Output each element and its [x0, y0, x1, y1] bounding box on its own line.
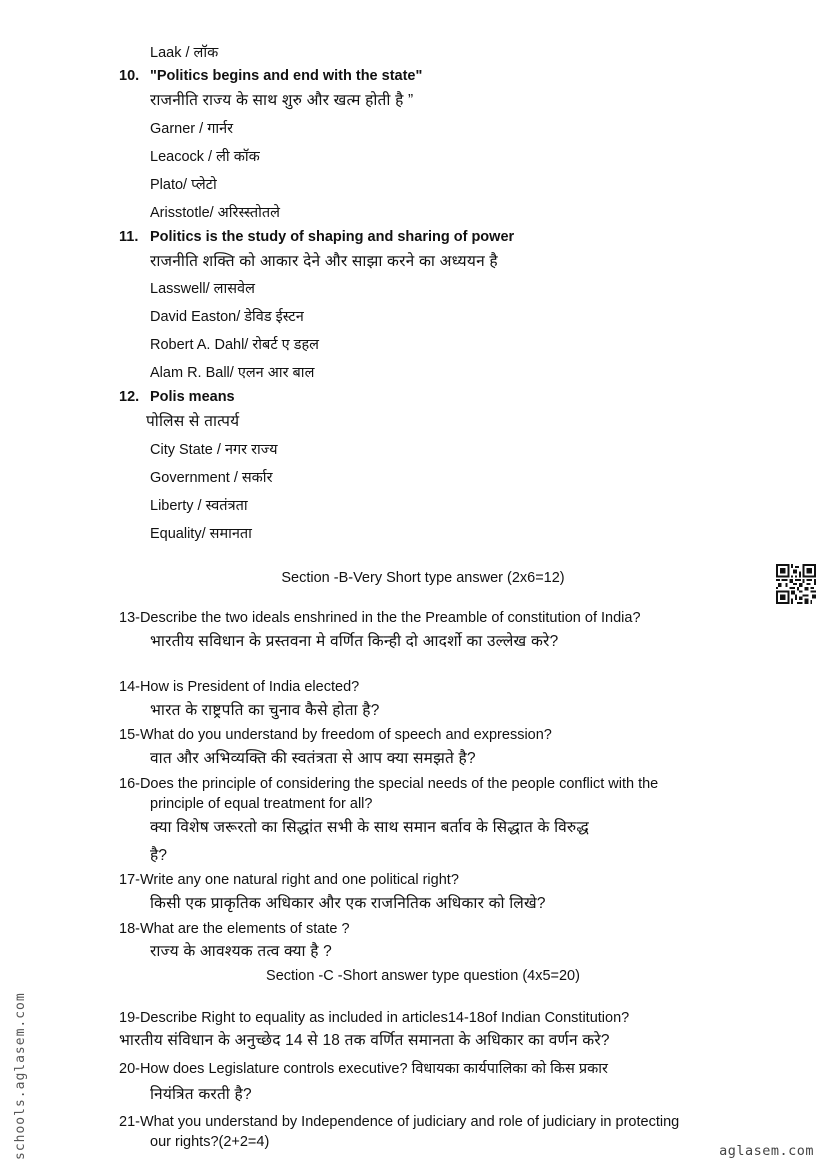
q12-option-b: Government / सर्कार: [150, 470, 273, 486]
q10-option-c: Plato/ प्लेटो: [150, 177, 217, 193]
q12-option-c: Liberty / स्वतंत्रता: [150, 498, 248, 514]
q11-hindi: राजनीति शक्ति को आकार देने और साझा करने का अध्ययन है: [150, 253, 498, 270]
q13-hindi: भारतीय सविधान के प्रस्तवना मे वर्णित किन्ही दो आदर्शो का उल्लेख करे?: [150, 633, 559, 650]
q18-question: 18-What are the elements of state ?: [119, 921, 350, 937]
watermark-vertical: schools.aglasem.com: [13, 992, 28, 1160]
q10-number: 10.: [119, 68, 140, 84]
section-c-heading: Section -C -Short answer type question (4x5=20): [266, 968, 580, 984]
q18-hindi: राज्य के आवश्यक तत्व क्या है ?: [150, 943, 333, 960]
q19-hindi: भारतीय संविधान के अनुच्छेद 14 से 18 तक वर्णित समानता के अधिकार का वर्णन करे?: [119, 1032, 610, 1049]
q10-option-a: Garner / गार्नर: [150, 121, 234, 137]
q10-hindi: राजनीति राज्य के साथ शुरु और खत्म होती है ”: [150, 92, 414, 109]
q11-option-d: Alam R. Ball/ एलन आर बाल: [150, 365, 315, 381]
q20-hindi: नियंत्रित करती है?: [150, 1086, 252, 1103]
q12-number: 12.: [119, 389, 140, 405]
q15-question: 15-What do you understand by freedom of speech and expression?: [119, 727, 552, 743]
q17-hindi: किसी एक प्राकृतिक अधिकार और एक राजनितिक अधिकार को लिखे?: [150, 895, 546, 912]
q16-question-line2: principle of equal treatment for all?: [150, 796, 373, 812]
q14-hindi: भारत के राष्ट्रपति का चुनाव कैसे होता है?: [150, 702, 380, 719]
q12-option-d: Equality/ समानता: [150, 526, 252, 542]
qr-code-icon: [776, 564, 816, 604]
q10-option-d: Arisstotle/ अरिस्स्तोतले: [150, 205, 280, 221]
q12-option-a: City State / नगर राज्य: [150, 442, 278, 458]
q21-question-line2: our rights?(2+2=4): [150, 1134, 270, 1150]
q10-question: "Politics begins and end with the state": [150, 68, 423, 84]
watermark-bottom-right: aglasem.com: [719, 1143, 814, 1159]
q11-number: 11.: [119, 229, 139, 245]
q9-option-d: Laak / लॉक: [150, 45, 219, 61]
q16-question-line1: 16-Does the principle of considering the special needs of the people conflict with the: [119, 776, 659, 792]
q12-question: Polis means: [150, 389, 235, 405]
q13-question: 13-Describe the two ideals enshrined in the the Preamble of constitution of India?: [119, 610, 641, 626]
q19-question: 19-Describe Right to equality as included in articles14-18of Indian Constitution?: [119, 1010, 630, 1026]
q11-option-b: David Easton/ डेविड ईस्टन: [150, 309, 304, 325]
q17-question: 17-Write any one natural right and one political right?: [119, 872, 459, 888]
q11-option-a: Lasswell/ लासवेल: [150, 281, 255, 297]
section-b-heading: Section -B-Very Short type answer (2x6=12): [281, 570, 565, 586]
q14-question: 14-How is President of India elected?: [119, 679, 360, 695]
q11-question: Politics is the study of shaping and sharing of power: [150, 229, 515, 245]
q12-hindi: पोलिस से तात्पर्य: [146, 413, 240, 430]
q16-hindi-line2: है?: [150, 847, 168, 864]
q15-hindi: वात और अभिव्यक्ति की स्वतंत्रता से आप क्या समझते है?: [150, 750, 476, 767]
q21-question-line1: 21-What you understand by Independence of judiciary and role of judiciary in protecting: [119, 1114, 680, 1130]
q20-question: 20-How does Legislature controls executive? विधायका कार्यपालिका को किस प्रकार: [119, 1061, 608, 1077]
q11-option-c: Robert A. Dahl/ रोबर्ट ए डहल: [150, 337, 319, 353]
q10-option-b: Leacock / ली कॉक: [150, 149, 260, 165]
q16-hindi-line1: क्या विशेष जरूरतो का सिद्धांत सभी के साथ समान बर्ताव के सिद्धात के विरुद्ध: [150, 819, 589, 836]
